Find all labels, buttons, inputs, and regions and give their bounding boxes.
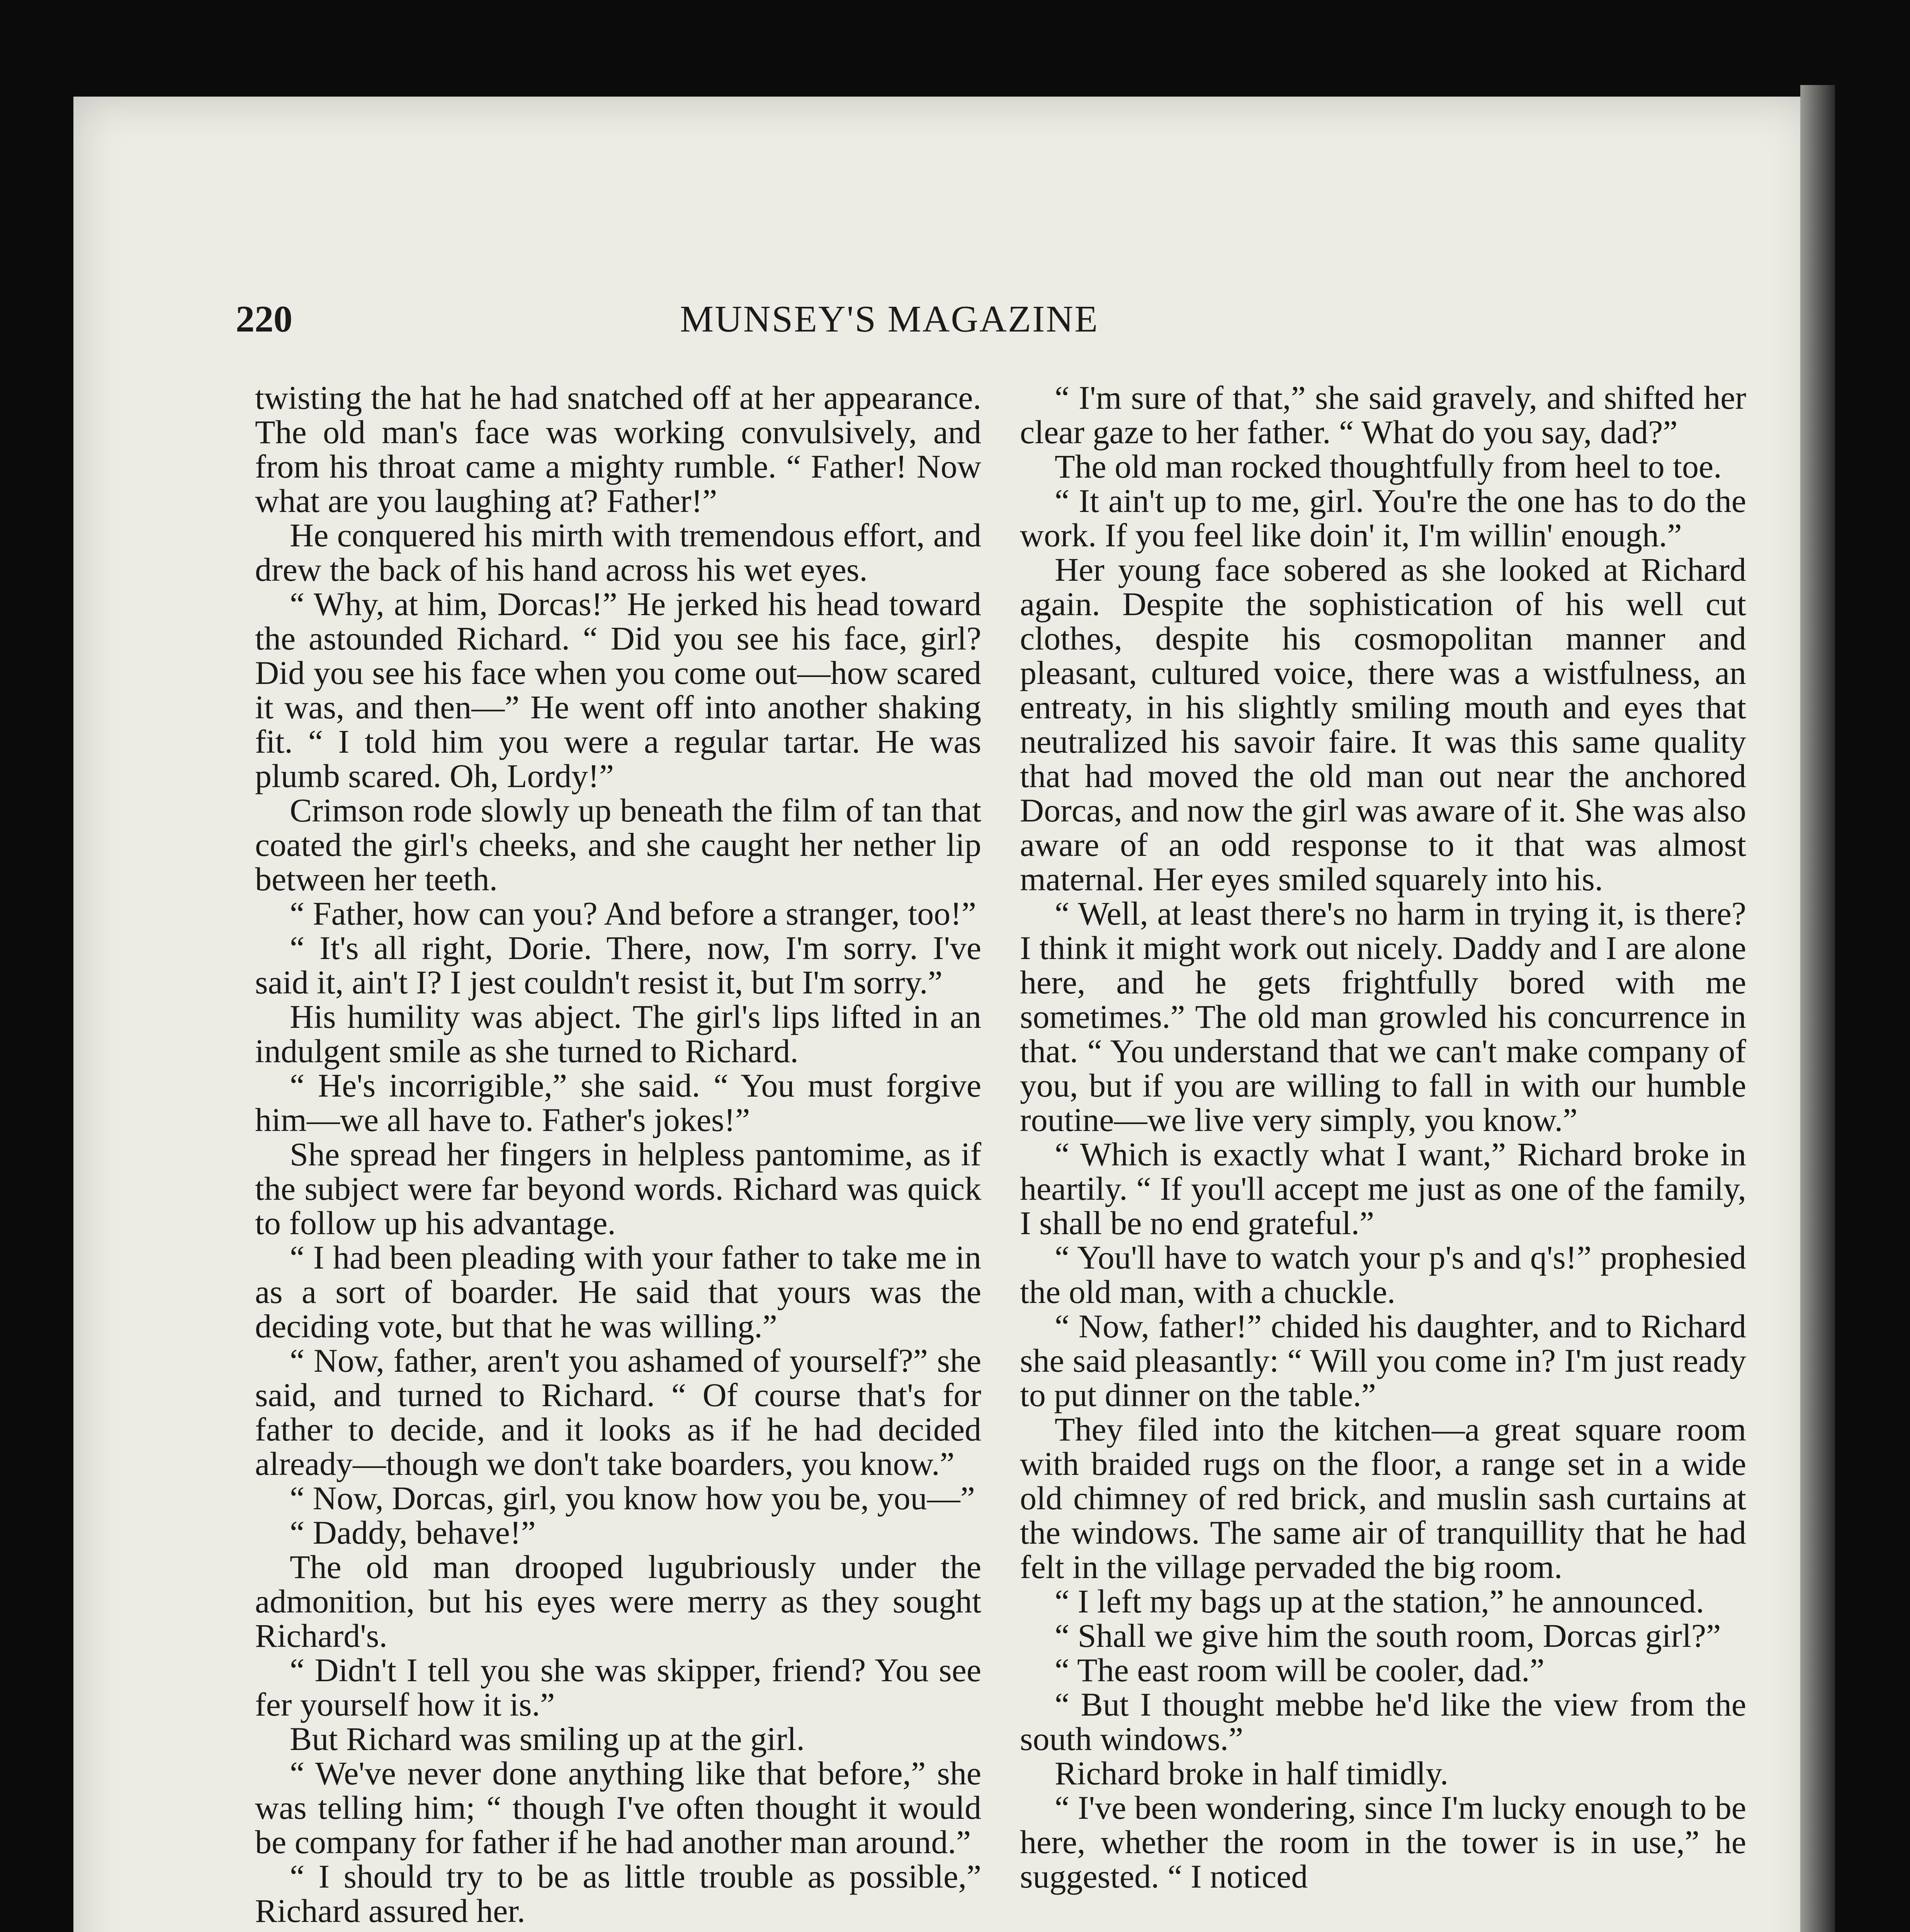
paragraph: Crimson rode slowly up beneath the film of tan that coated the girl's cheeks, and she caught her nether lip between her teeth. xyxy=(255,792,981,898)
paragraph: “ But I thought mebbe he'd like the view from the south windows.” xyxy=(1020,1686,1746,1757)
paragraph: “ Now, Dorcas, girl, you know how you be, you—” xyxy=(290,1480,975,1517)
paragraph: Her young face sobered as she looked at Richard again. Despite the sophistication of his well cut clothes, despite his cosmopolitan manner and pleasant, cultured voice, there was a wistfulness, an entreaty, in his slightly smiling mouth and eyes that neutralized his savoir faire. It was this same quality that had moved the old man out near the anchored Dorcas, and now the girl was aware of it. She was also aware of an odd response to it that was almost maternal. Her eyes smiled squarely into his. xyxy=(1020,551,1746,898)
paragraph: “ He's incorrigible,” she said. “ You must forgive him—we all have to. Father's jokes!” xyxy=(255,1067,981,1138)
paragraph: “ I've been wondering, since I'm lucky enough to be here, whether the room in the tower is in use,” he suggested. “ I noticed xyxy=(1020,1789,1746,1895)
paragraph: twisting the hat he had snatched off at her appearance. The old man's face was working convulsively, and from his throat came a mighty rumble. “ Father! Now what are you laughing at? Father!” xyxy=(255,379,981,519)
paragraph: They filed into the kitchen—a great square room with braided rugs on the floor, a range set in a wide old chimney of red brick, and muslin sash curtains at the windows. The same air of tranquillity that he had felt in the village pervaded the big room. xyxy=(1020,1411,1746,1585)
paragraph: “ We've never done anything like that before,” she was telling him; “ though I've often thought it would be company for father if he had another man around.” xyxy=(255,1755,981,1861)
right-column xyxy=(1020,381,1746,1894)
paragraph: “ Shall we give him the south room, Dorcas girl?” xyxy=(1055,1617,1721,1654)
paragraph: Richard broke in half timidly. xyxy=(1055,1755,1449,1792)
paragraph: “ It's all right, Dorie. There, now, I'm sorry. I've said it, ain't I? I jest couldn't resist it, but I'm sorry.” xyxy=(255,929,981,1001)
paragraph: But Richard was smiling up at the girl. xyxy=(290,1720,805,1757)
page-header xyxy=(236,298,1240,344)
paragraph: “ Didn't I tell you she was skipper, friend? You see fer yourself how it is.” xyxy=(255,1651,981,1723)
paragraph: “ You'll have to watch your p's and q's!” prophesied the old man, with a chuckle. xyxy=(1020,1239,1746,1310)
running-head: MUNSEY'S MAGAZINE xyxy=(680,298,1099,340)
paragraph: “ Father, how can you? And before a stranger, too!” xyxy=(290,895,976,932)
paragraph: The old man drooped lugubriously under the admonition, but his eyes were merry as they sought Richard's. xyxy=(255,1548,981,1654)
paragraph: The old man rocked thoughtfully from heel to toe. xyxy=(1055,448,1722,485)
paragraph: “ I had been pleading with your father to take me in as a sort of boarder. He said that yours was the deciding vote, but that he was willing.” xyxy=(255,1239,981,1345)
paragraph: “ It ain't up to me, girl. You're the one has to do the work. If you feel like doin' it, I'm willin' enough.” xyxy=(1020,482,1746,554)
paragraph: “ Well, at least there's no harm in trying it, is there? I think it might work out nicely. Daddy and I are alone here, and he gets frightfully bored with me sometimes.” The old man growled his concurrence in that. “ You understand that we can't make company of you, but if you are willing to fall in with our humble routine—we live very simply, you know.” xyxy=(1020,895,1746,1138)
paragraph: “ I should try to be as little trouble as possible,” Richard assured her. xyxy=(255,1858,981,1929)
paragraph: “ The east room will be cooler, dad.” xyxy=(1055,1651,1545,1689)
page-number: 220 xyxy=(236,298,292,340)
paragraph: His humility was abject. The girl's lips lifted in an indulgent smile as she turned to Richard. xyxy=(255,998,981,1070)
paragraph: “ I left my bags up at the station,” he announced. xyxy=(1055,1583,1704,1620)
paragraph: He conquered his mirth with tremendous effort, and drew the back of his hand across his wet eyes. xyxy=(255,517,981,588)
left-column xyxy=(255,381,981,1928)
paragraph: She spread her fingers in helpless pantomime, as if the subject were far beyond words. Richard was quick to follow up his advantage. xyxy=(255,1136,981,1242)
paragraph: “ Daddy, behave!” xyxy=(290,1514,536,1551)
paragraph: “ I'm sure of that,” she said gravely, and shifted her clear gaze to her father. “ What do you say, dad?” xyxy=(1020,379,1746,451)
paragraph: “ Why, at him, Dorcas!” He jerked his head toward the astounded Richard. “ Did you see his face, girl? Did you see his face when you come out—how scared it was, and then—” He went off into another shaking fit. “ I told him you were a regular tartar. He was plumb scared. Oh, Lordy!” xyxy=(255,585,981,794)
paragraph: “ Now, father!” chided his daughter, and to Richard she said pleasantly: “ Will you come in? I'm just ready to put dinner on the table.” xyxy=(1020,1308,1746,1413)
page-fold-shadow xyxy=(1800,85,1835,1932)
paragraph: “ Which is exactly what I want,” Richard broke in heartily. “ If you'll accept me just as one of the family, I shall be no end grateful.” xyxy=(1020,1136,1746,1242)
paragraph: “ Now, father, aren't you ashamed of yourself?” she said, and turned to Richard. “ Of course that's for father to decide, and it looks as if he had decided already—though we don't take boarders, you know.” xyxy=(255,1342,981,1482)
